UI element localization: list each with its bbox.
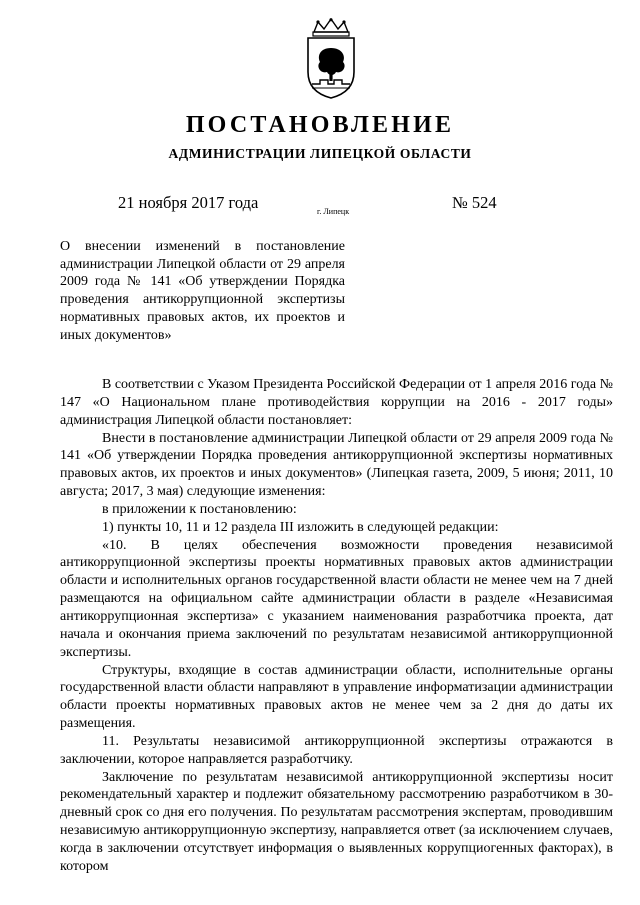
body-paragraph: Внести в постановление администрации Липецкой области от 29 апреля 2009 года № 141 «Об утверждении Порядка проведения антикоррупционной экспертизы нормативных правовых актов, их проектов и иных документов» (Липецкая газета, 2009, 5 июня; 2011, 10 августа; 2017, 3 мая) следующие изменения: [60,430,613,500]
body-paragraph: «10. В целях обеспечения возможности проведения независимой антикоррупционной экспертизы проекты нормативных правовых актов администрации области и исполнительных органов государственной власти области не менее чем на 7 дней размещаются на официальном сайте администрации области в разделе «Независимая антикоррупционная экспертиза» с указанием наименования разработчика проекта, дат начала и окончания приема заключений по результатам независимой антикоррупционной экспертизы. [60,537,613,660]
body-paragraph: Заключение по результатам независимой антикоррупционной экспертизы носит рекомендательный характер и подлежит обязательному рассмотрению разработчиком в 30-дневный срок со дня его получения. По результатам рассмотрения экспертам, проводившим независимую антикоррупционную экспертизу, направляется ответ (за исключением случаев, когда в заключении отсутствует информация о выявленных коррупциогенных факторах), в котором [60,769,613,874]
document-preamble: О внесении изменений в постановление администрации Липецкой области от 29 апреля 2009 года № 141 «Об утверждении Порядка проведения антикоррупционной экспертизы нормативных правовых актов, их проектов и иных документов» [60,239,345,343]
document-title: ПОСТАНОВЛЕНИЕ [185,112,455,138]
coat-of-arms-emblem [300,18,362,100]
body-paragraph: В соответствии с Указом Президента Российской Федерации от 1 апреля 2016 года № 147 «О Национальном плане противодействия коррупции на 2016 - 2017 годы» администрация Липецкой области постановляет: [60,377,613,428]
document-number: № 524 [452,193,497,212]
body-paragraph: 1) пункты 10, 11 и 12 раздела III изложить в следующей редакции: [102,519,499,535]
document-city: г. Липецк [317,207,350,216]
body-paragraph: в приложении к постановлению: [102,501,297,517]
issuing-authority: АДМИНИСТРАЦИИ ЛИПЕЦКОЙ ОБЛАСТИ [168,146,472,161]
document-body [60,376,613,876]
body-paragraph: Структуры, входящие в состав администрации области, исполнительные органы государственной власти области направляют в управление информатизации администрации области проекты нормативных правовых актов не менее чем за 2 дня до даты их размещения. [60,662,613,732]
document-date: 21 ноября 2017 года [118,193,259,212]
body-paragraph: 11. Результаты независимой антикоррупционной экспертизы отражаются в заключении, которое направляется разработчику. [60,733,613,767]
